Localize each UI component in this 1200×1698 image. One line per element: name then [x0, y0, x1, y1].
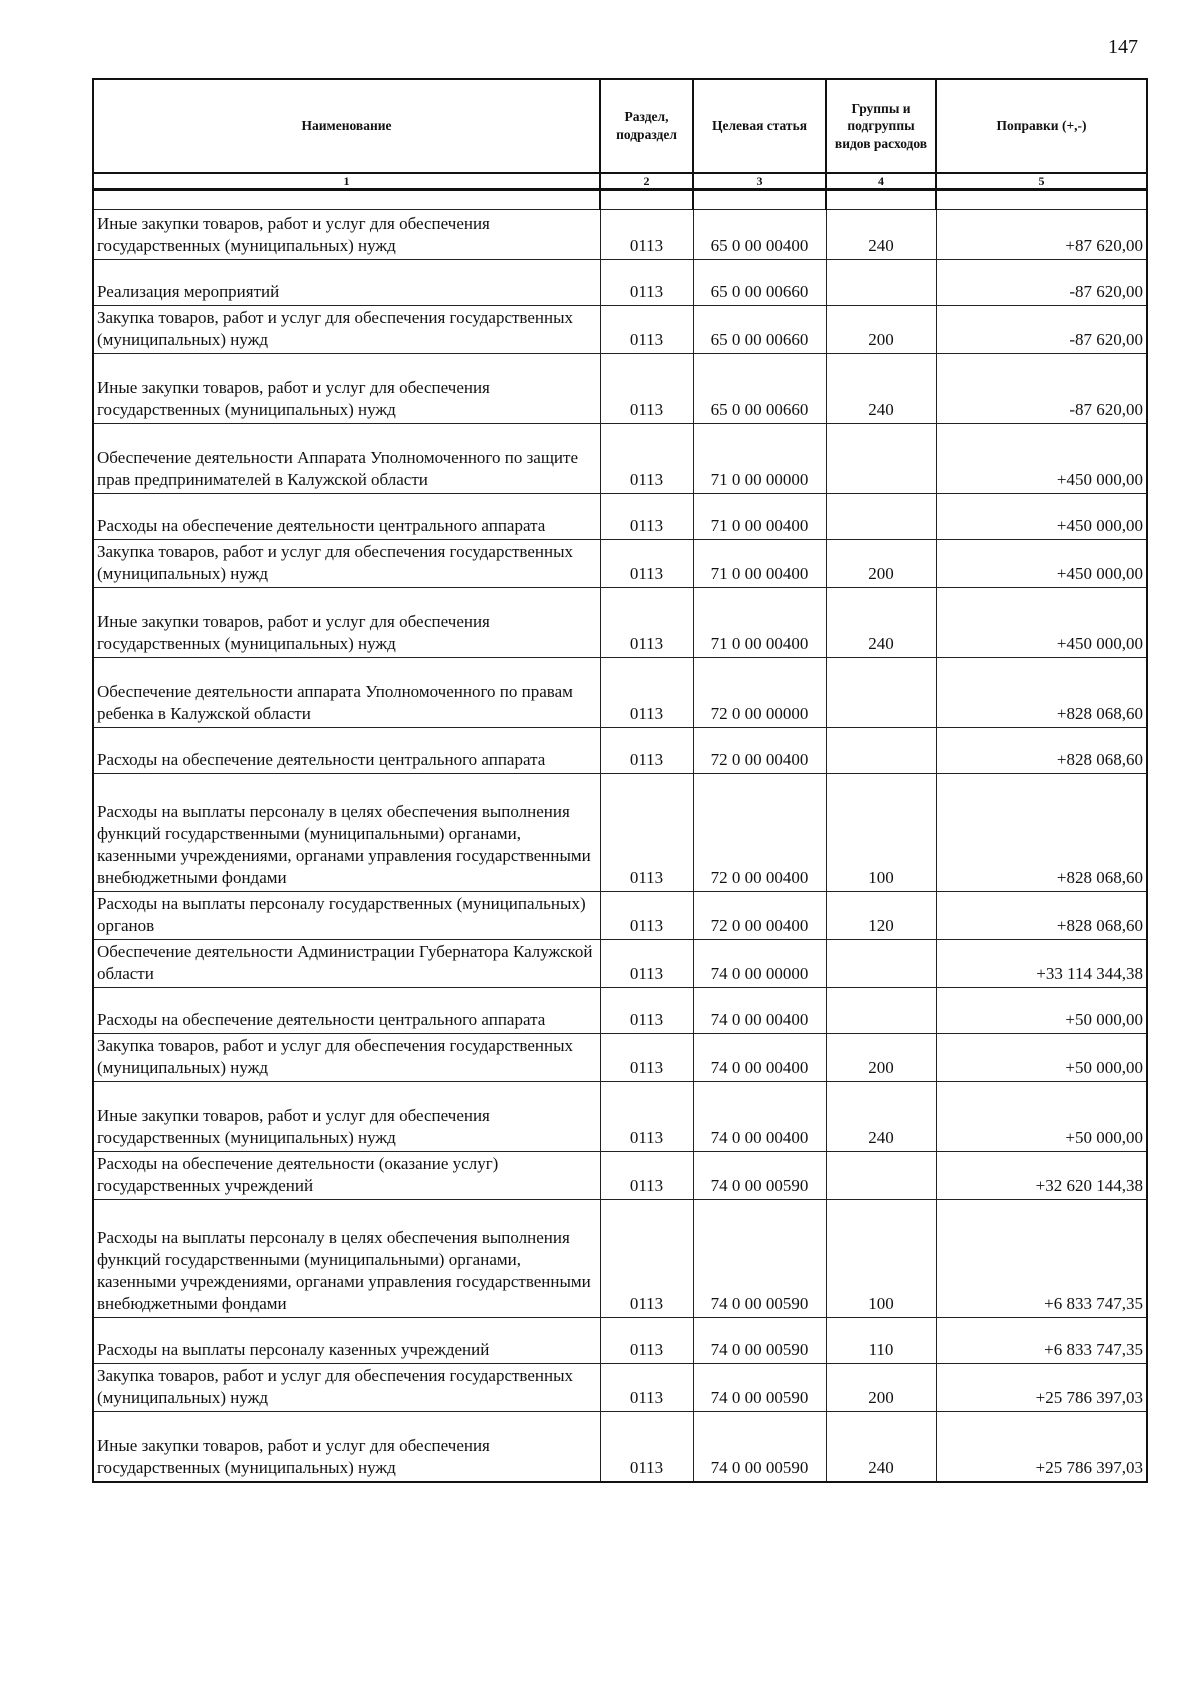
row-name: Иные закупки товаров, работ и услуг для обеспечения государственных (муниципальных) нужд — [93, 1412, 600, 1482]
row-name: Расходы на выплаты персоналу в целях обеспечения выполнения функций государственными (муниципальными) органами, казенными учреждениями, органами управления государственными внебюджетными фондами — [93, 774, 600, 892]
row-expense-group: 200 — [826, 1034, 936, 1082]
row-name: Расходы на выплаты персоналу государственных (муниципальных) органов — [93, 892, 600, 940]
row-name: Обеспечение деятельности аппарата Уполномоченного по правам ребенка в Калужской области — [93, 658, 600, 728]
row-target-article: 65 0 00 00400 — [693, 210, 826, 260]
row-amendment-amount: +87 620,00 — [936, 210, 1147, 260]
row-target-article: 74 0 00 00000 — [693, 940, 826, 988]
row-expense-group — [826, 424, 936, 494]
row-expense-group: 200 — [826, 540, 936, 588]
spacer-row — [93, 190, 1147, 210]
row-target-article: 71 0 00 00000 — [693, 424, 826, 494]
table-row — [93, 1082, 1147, 1152]
header-section: Раздел, подраздел — [600, 79, 693, 173]
table-row — [93, 210, 1147, 260]
row-name: Расходы на обеспечение деятельности (оказание услуг) государственных учреждений — [93, 1152, 600, 1200]
column-number: 4 — [826, 173, 936, 190]
row-amendment-amount: +50 000,00 — [936, 988, 1147, 1034]
column-number-row — [93, 173, 1147, 190]
table-row — [93, 940, 1147, 988]
row-target-article: 72 0 00 00400 — [693, 728, 826, 774]
table-row — [93, 424, 1147, 494]
header-expense-group: Группы и подгруппы видов расходов — [826, 79, 936, 173]
table-row — [93, 774, 1147, 892]
row-amendment-amount: +33 114 344,38 — [936, 940, 1147, 988]
row-name: Реализация мероприятий — [93, 260, 600, 306]
row-target-article: 74 0 00 00400 — [693, 1034, 826, 1082]
row-section: 0113 — [600, 1152, 693, 1200]
row-name: Обеспечение деятельности Администрации Губернатора Калужской области — [93, 940, 600, 988]
row-name: Иные закупки товаров, работ и услуг для обеспечения государственных (муниципальных) нужд — [93, 1082, 600, 1152]
table-row — [93, 892, 1147, 940]
row-section: 0113 — [600, 774, 693, 892]
table-row — [93, 540, 1147, 588]
row-name: Расходы на обеспечение деятельности центрального аппарата — [93, 728, 600, 774]
row-expense-group: 100 — [826, 1200, 936, 1318]
row-expense-group: 200 — [826, 306, 936, 354]
row-name: Закупка товаров, работ и услуг для обеспечения государственных (муниципальных) нужд — [93, 540, 600, 588]
row-amendment-amount: -87 620,00 — [936, 260, 1147, 306]
row-expense-group — [826, 1152, 936, 1200]
table-row — [93, 1412, 1147, 1482]
table-row — [93, 1034, 1147, 1082]
row-section: 0113 — [600, 1200, 693, 1318]
table-row — [93, 1200, 1147, 1318]
row-target-article: 72 0 00 00400 — [693, 774, 826, 892]
column-number: 5 — [936, 173, 1147, 190]
row-amendment-amount: +828 068,60 — [936, 892, 1147, 940]
table-row — [93, 988, 1147, 1034]
row-name: Иные закупки товаров, работ и услуг для обеспечения государственных (муниципальных) нужд — [93, 354, 600, 424]
row-section: 0113 — [600, 494, 693, 540]
row-target-article: 74 0 00 00590 — [693, 1318, 826, 1364]
row-section: 0113 — [600, 354, 693, 424]
row-target-article: 74 0 00 00400 — [693, 1082, 826, 1152]
table-row — [93, 1364, 1147, 1412]
row-section: 0113 — [600, 1318, 693, 1364]
table-row — [93, 658, 1147, 728]
row-section: 0113 — [600, 892, 693, 940]
row-amendment-amount: +25 786 397,03 — [936, 1364, 1147, 1412]
row-name: Расходы на выплаты персоналу казенных учреждений — [93, 1318, 600, 1364]
header-name: Наименование — [93, 79, 600, 173]
budget-amendments-table-container — [92, 78, 1146, 1483]
row-name: Закупка товаров, работ и услуг для обеспечения государственных (муниципальных) нужд — [93, 1364, 600, 1412]
row-expense-group: 240 — [826, 588, 936, 658]
row-expense-group: 110 — [826, 1318, 936, 1364]
row-target-article: 65 0 00 00660 — [693, 260, 826, 306]
row-target-article: 74 0 00 00590 — [693, 1412, 826, 1482]
row-section: 0113 — [600, 1034, 693, 1082]
row-amendment-amount: +828 068,60 — [936, 728, 1147, 774]
row-expense-group: 100 — [826, 774, 936, 892]
table-body — [93, 190, 1147, 1482]
row-amendment-amount: +6 833 747,35 — [936, 1318, 1147, 1364]
row-amendment-amount: +828 068,60 — [936, 658, 1147, 728]
row-section: 0113 — [600, 1082, 693, 1152]
row-amendment-amount: +450 000,00 — [936, 494, 1147, 540]
row-name: Закупка товаров, работ и услуг для обеспечения государственных (муниципальных) нужд — [93, 306, 600, 354]
row-section: 0113 — [600, 588, 693, 658]
row-amendment-amount: +450 000,00 — [936, 588, 1147, 658]
column-number: 1 — [93, 173, 600, 190]
row-expense-group: 240 — [826, 210, 936, 260]
table-row — [93, 588, 1147, 658]
row-amendment-amount: +25 786 397,03 — [936, 1412, 1147, 1482]
row-target-article: 71 0 00 00400 — [693, 494, 826, 540]
row-name: Расходы на обеспечение деятельности центрального аппарата — [93, 494, 600, 540]
row-expense-group: 240 — [826, 354, 936, 424]
page-number: 147 — [1108, 36, 1138, 58]
row-target-article: 74 0 00 00590 — [693, 1364, 826, 1412]
table-row — [93, 354, 1147, 424]
row-amendment-amount: +450 000,00 — [936, 424, 1147, 494]
budget-amendments-table — [92, 78, 1148, 1483]
row-amendment-amount: +32 620 144,38 — [936, 1152, 1147, 1200]
row-target-article: 74 0 00 00590 — [693, 1152, 826, 1200]
row-target-article: 72 0 00 00000 — [693, 658, 826, 728]
row-amendment-amount: +50 000,00 — [936, 1082, 1147, 1152]
table-row — [93, 1152, 1147, 1200]
row-section: 0113 — [600, 1364, 693, 1412]
row-name: Иные закупки товаров, работ и услуг для обеспечения государственных (муниципальных) нужд — [93, 588, 600, 658]
row-name: Закупка товаров, работ и услуг для обеспечения государственных (муниципальных) нужд — [93, 1034, 600, 1082]
row-amendment-amount: +6 833 747,35 — [936, 1200, 1147, 1318]
row-section: 0113 — [600, 988, 693, 1034]
table-row — [93, 260, 1147, 306]
column-number: 2 — [600, 173, 693, 190]
row-target-article: 74 0 00 00590 — [693, 1200, 826, 1318]
table-row — [93, 494, 1147, 540]
row-expense-group — [826, 260, 936, 306]
row-section: 0113 — [600, 306, 693, 354]
row-target-article: 72 0 00 00400 — [693, 892, 826, 940]
table-header-row — [93, 79, 1147, 173]
row-expense-group — [826, 658, 936, 728]
row-amendment-amount: +50 000,00 — [936, 1034, 1147, 1082]
row-expense-group — [826, 494, 936, 540]
column-number: 3 — [693, 173, 826, 190]
row-name: Иные закупки товаров, работ и услуг для обеспечения государственных (муниципальных) нужд — [93, 210, 600, 260]
row-expense-group — [826, 940, 936, 988]
row-expense-group: 120 — [826, 892, 936, 940]
row-name: Расходы на обеспечение деятельности центрального аппарата — [93, 988, 600, 1034]
row-target-article: 71 0 00 00400 — [693, 588, 826, 658]
row-section: 0113 — [600, 658, 693, 728]
row-amendment-amount: +828 068,60 — [936, 774, 1147, 892]
row-target-article: 71 0 00 00400 — [693, 540, 826, 588]
row-target-article: 65 0 00 00660 — [693, 306, 826, 354]
row-target-article: 65 0 00 00660 — [693, 354, 826, 424]
table-row — [93, 306, 1147, 354]
row-name: Расходы на выплаты персоналу в целях обеспечения выполнения функций государственными (муниципальными) органами, казенными учреждениями, органами управления государственными внебюджетными фондами — [93, 1200, 600, 1318]
row-section: 0113 — [600, 940, 693, 988]
row-expense-group — [826, 728, 936, 774]
row-section: 0113 — [600, 1412, 693, 1482]
header-amendments: Поправки (+,-) — [936, 79, 1147, 173]
row-expense-group: 200 — [826, 1364, 936, 1412]
row-name: Обеспечение деятельности Аппарата Уполномоченного по защите прав предпринимателей в Калужской области — [93, 424, 600, 494]
row-section: 0113 — [600, 424, 693, 494]
row-amendment-amount: -87 620,00 — [936, 306, 1147, 354]
row-amendment-amount: +450 000,00 — [936, 540, 1147, 588]
row-expense-group: 240 — [826, 1082, 936, 1152]
table-row — [93, 1318, 1147, 1364]
row-section: 0113 — [600, 540, 693, 588]
row-expense-group — [826, 988, 936, 1034]
row-target-article: 74 0 00 00400 — [693, 988, 826, 1034]
row-section: 0113 — [600, 728, 693, 774]
table-row — [93, 728, 1147, 774]
header-target-article: Целевая статья — [693, 79, 826, 173]
row-section: 0113 — [600, 260, 693, 306]
row-amendment-amount: -87 620,00 — [936, 354, 1147, 424]
row-section: 0113 — [600, 210, 693, 260]
row-expense-group: 240 — [826, 1412, 936, 1482]
